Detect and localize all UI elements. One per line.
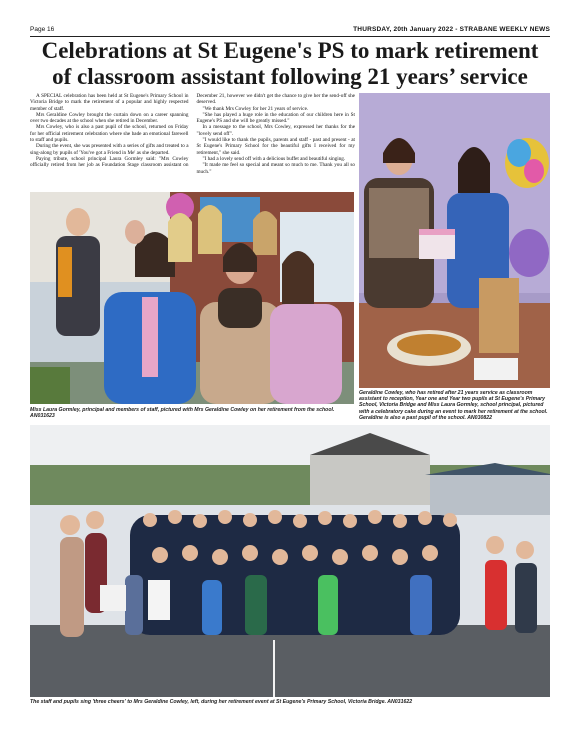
article-paragraph: Paying tribute, school principal Laura Gormley said: "Mrs Cowley officially retired from her job as Foundation Stage classroom assistant on December 21, however we didn't get the chance to give her the send-off she deserved. (30, 93, 355, 169)
article-paragraph: "We thank Mrs Cowley for her 21 years of service. (202, 105, 309, 112)
headline-line-2: of classroom assistant following 21 years’ service (52, 64, 528, 89)
pupils-photo-caption: The staff and pupils sing 'three cheers' to Mrs Geraldine Cowley, left, during her retirement event at St Eugene's Primary School, Victoria Bridge. AN031622 (30, 699, 413, 705)
article-paragraph: "She has played a huge role in the education of our children here in St Eugene's PS and she will be greatly missed." (196, 111, 355, 125)
staff-photo-caption: Miss Laura Gormley, principal and members of staff, pictured with Mrs Geraldine Cowley on her retirement from the school. AN031623 (30, 407, 335, 420)
article-body (30, 93, 355, 189)
article-paragraph: "I had a lovely send off with a delicious buffet and beautiful singing. (202, 155, 346, 162)
staff-photo (30, 192, 354, 404)
cake-photo (359, 93, 550, 388)
article-paragraph: "I would like to thank the pupils, parents and staff - past and present - at St Eugene's Primary School for the beautiful gifts I received for my retirement," she said. (196, 137, 355, 156)
cake-photo-caption: Geraldine Cowley, who has retired after 21 years service as classroom assistant to reception, Year one and Year two pupils at St Eugene's Primary School, Victoria Bridge and Miss Laura Gormley, school principal, pictured with a celebratory cake during an event to mark her retirement at the school. Geraldine is also a past pupil of the school. AN030822 (359, 390, 548, 421)
page-header (30, 24, 550, 37)
article-paragraph: Mrs Geraldine Cowley brought the curtain down on a career spanning over two decades at the school when she retired in December. (30, 111, 189, 125)
page-number: Page 16 (30, 26, 55, 33)
headline (30, 38, 550, 90)
article-paragraph: "It made me feel so special and meant so much to me. Thank you all so much." (196, 162, 355, 175)
article-paragraph: A SPECIAL celebration has been held at St Eugene's Primary School in Victoria Bridge to mark the retirement of a popular and highly respected member of staff. (30, 93, 189, 112)
dateline: THURSDAY, 20th January 2022 - STRABANE WEEKLY NEWS (353, 26, 550, 33)
article-paragraph: During the event, she was presented with a series of gifts and treated to a sing-along by pupils of 'You've got a Friend in Me' as she departed. (30, 143, 189, 156)
article-paragraph: In a message to the school, Mrs Cowley, expressed her thanks for the "lovely send off". (196, 124, 355, 137)
pupils-photo (30, 425, 550, 697)
headline-line-1: Celebrations at St Eugene's PS to mark retirement (41, 38, 539, 63)
article-paragraph: Mrs Cowley, who is also a past pupil of the school, returned on Friday for her official retirement celebration where she bade an emotional farewell to staff and pupils. (30, 124, 189, 144)
